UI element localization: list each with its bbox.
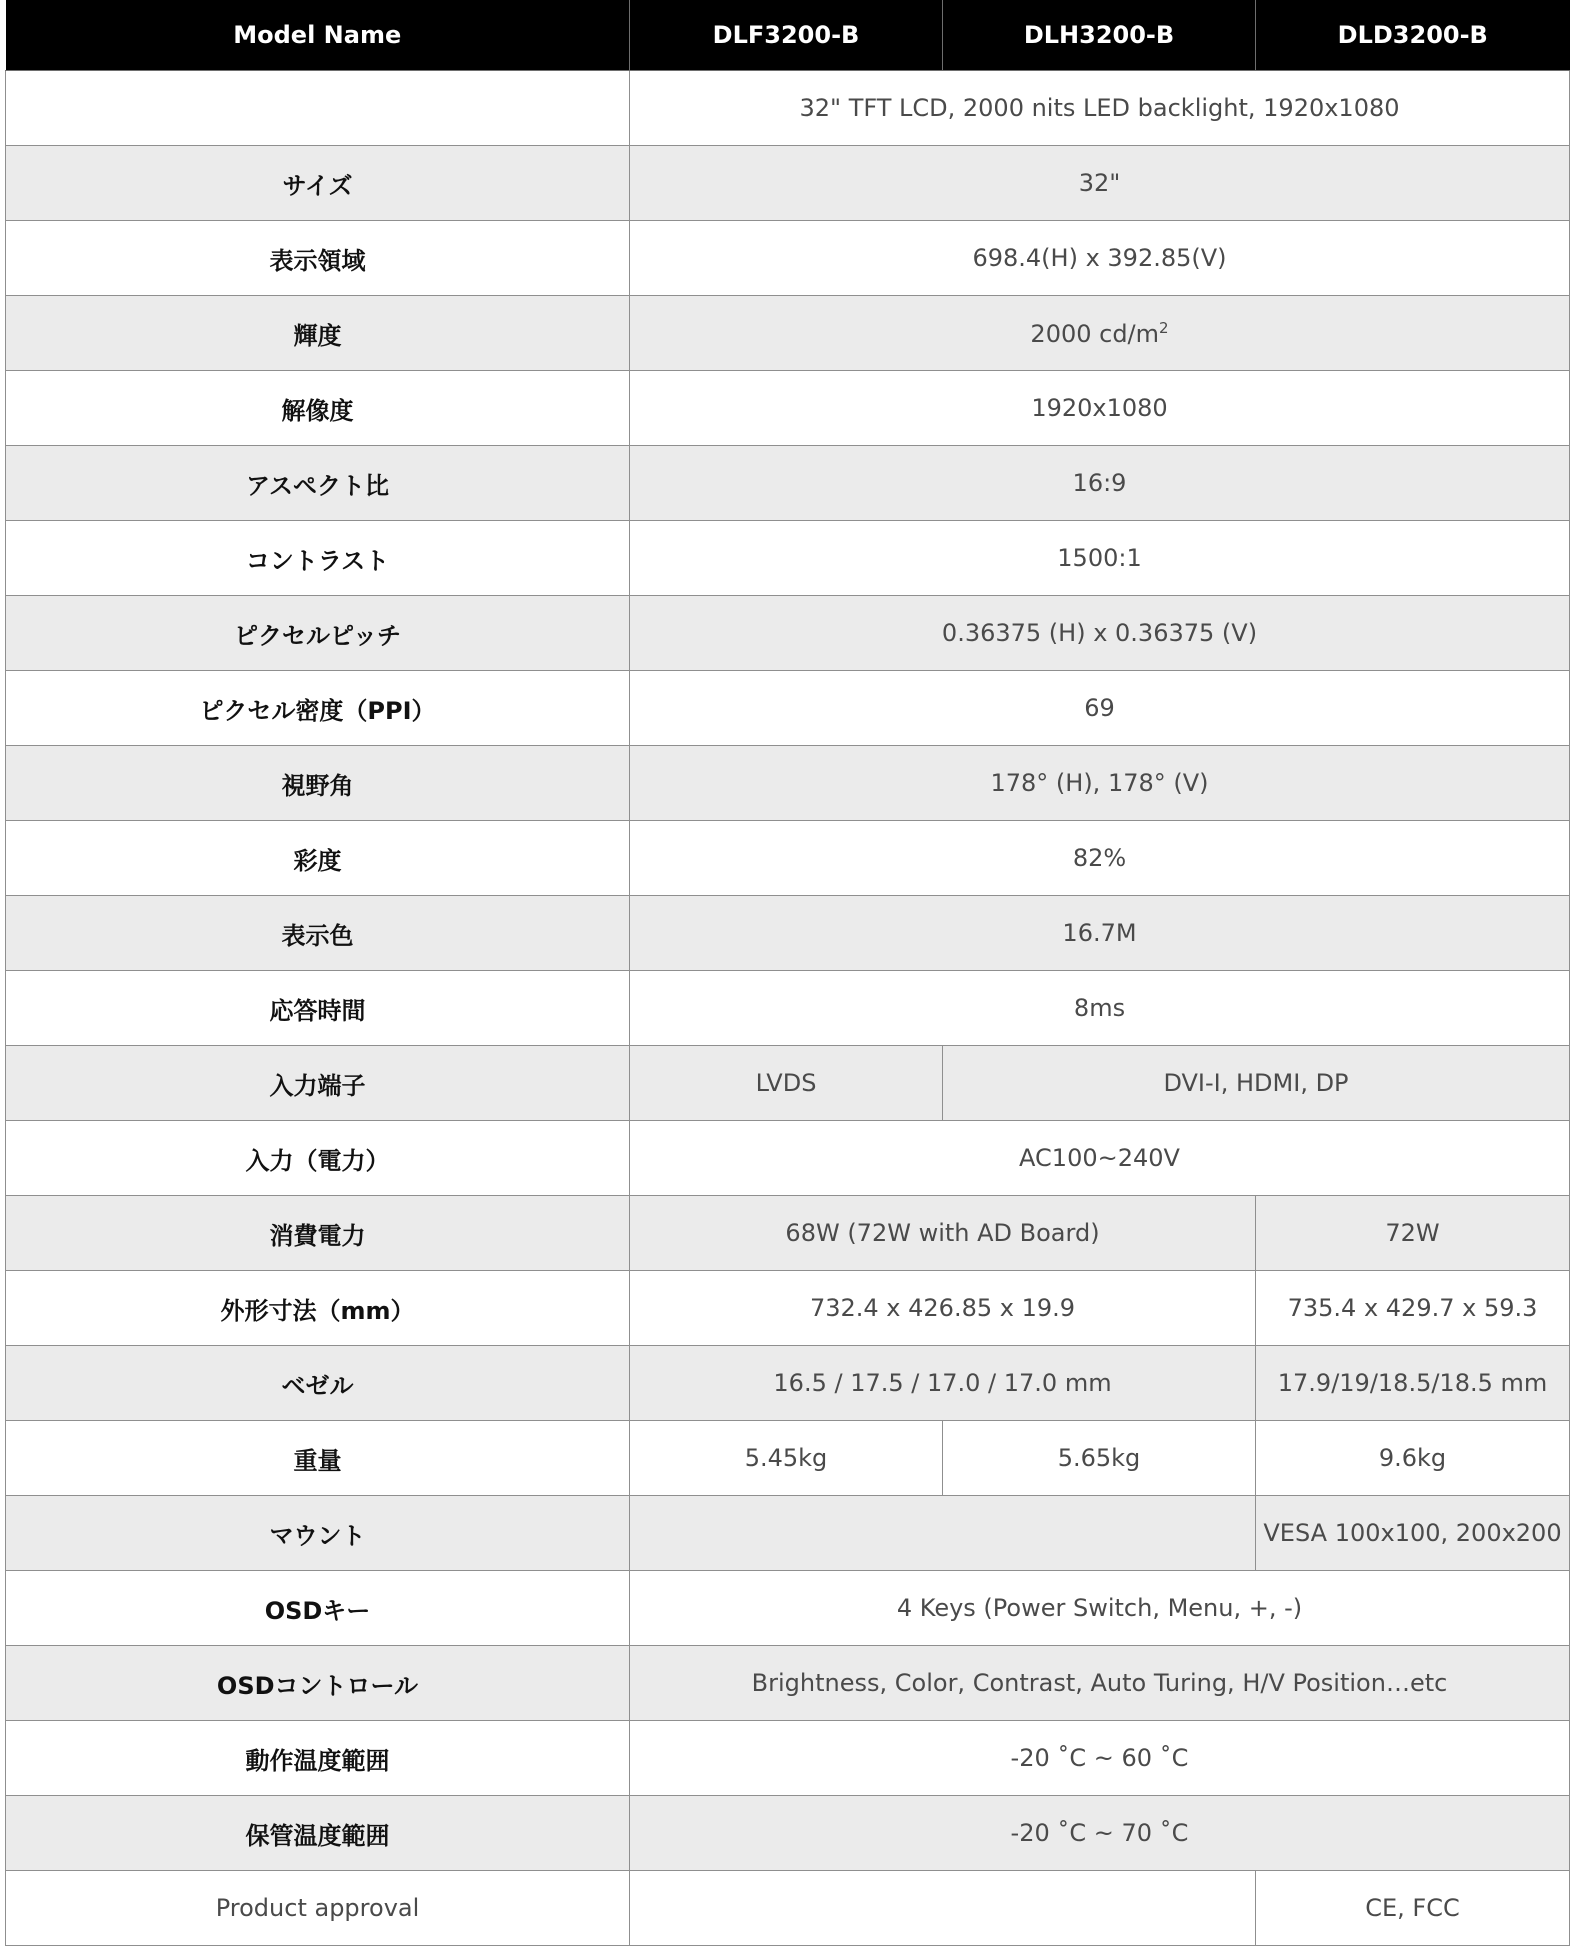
row-label: マウント: [6, 1496, 630, 1571]
row-value: -20 ˚C ~ 70 ˚C: [630, 1796, 1570, 1871]
table-row-storage-temp: [6, 1796, 1570, 1871]
row-value: 1500:1: [630, 521, 1570, 596]
table-row-power-consumption: [6, 1196, 1570, 1271]
row-value-dld: CE, FCC: [1256, 1871, 1570, 1946]
table-row-input-terminal: [6, 1046, 1570, 1121]
table-row-resolution: [6, 371, 1570, 446]
brightness-value: 2000 cd/m: [1030, 319, 1160, 348]
row-label: アスペクト比: [6, 446, 630, 521]
header-model-dlh3200b: DLH3200-B: [943, 0, 1256, 71]
row-value-dlf: LVDS: [630, 1046, 943, 1121]
row-value-dlf-dlh: 16.5 / 17.5 / 17.0 / 17.0 mm: [630, 1346, 1256, 1421]
row-label: 保管温度範囲: [6, 1796, 630, 1871]
table-row-pixel-pitch: [6, 596, 1570, 671]
table-row-display-area: [6, 221, 1570, 296]
row-value: 69: [630, 671, 1570, 746]
row-value-dlh: 5.65kg: [943, 1421, 1256, 1496]
row-value: [630, 296, 1570, 371]
row-label: ピクセル密度（PPI）: [6, 671, 630, 746]
table-row-display-colors: [6, 896, 1570, 971]
row-label: 彩度: [6, 821, 630, 896]
row-label: 解像度: [6, 371, 630, 446]
row-label-empty: [6, 71, 630, 146]
row-label: コントラスト: [6, 521, 630, 596]
table-row-mount: [6, 1496, 1570, 1571]
row-label: OSDキー: [6, 1571, 630, 1646]
row-label: 視野角: [6, 746, 630, 821]
row-value: 82%: [630, 821, 1570, 896]
row-label: 表示色: [6, 896, 630, 971]
row-label: OSDコントロール: [6, 1646, 630, 1721]
row-value: -20 ˚C ~ 60 ˚C: [630, 1721, 1570, 1796]
row-label: 動作温度範囲: [6, 1721, 630, 1796]
table-row-aspect-ratio: [6, 446, 1570, 521]
row-value: 4 Keys (Power Switch, Menu, +, -): [630, 1571, 1570, 1646]
row-value-dlf-dlh: 732.4 x 426.85 x 19.9: [630, 1271, 1256, 1346]
row-label: 重量: [6, 1421, 630, 1496]
table-row-brightness: [6, 296, 1570, 371]
table-row-dimensions: [6, 1271, 1570, 1346]
table-header-row: [6, 0, 1570, 71]
brightness-unit-superscript: 2: [1159, 318, 1169, 337]
row-value-dlf: 5.45kg: [630, 1421, 943, 1496]
row-label: 応答時間: [6, 971, 630, 1046]
table-row-osd-keys: [6, 1571, 1570, 1646]
row-label: 輝度: [6, 296, 630, 371]
summary-value: 32" TFT LCD, 2000 nits LED backlight, 1920x1080: [630, 71, 1570, 146]
row-value-dlh-dld: DVI-I, HDMI, DP: [943, 1046, 1570, 1121]
table-row-osd-control: [6, 1646, 1570, 1721]
row-value: 698.4(H) x 392.85(V): [630, 221, 1570, 296]
row-value: 1920x1080: [630, 371, 1570, 446]
table-row-weight: [6, 1421, 1570, 1496]
row-value-dlf-dlh: [630, 1871, 1256, 1946]
row-label: 表示領域: [6, 221, 630, 296]
row-label: 入力端子: [6, 1046, 630, 1121]
row-label: ピクセルピッチ: [6, 596, 630, 671]
row-value-dld: 9.6kg: [1256, 1421, 1570, 1496]
row-value: 8ms: [630, 971, 1570, 1046]
row-value-dlf-dlh: 68W (72W with AD Board): [630, 1196, 1256, 1271]
row-label: 入力（電力）: [6, 1121, 630, 1196]
row-value-dld: 72W: [1256, 1196, 1570, 1271]
row-value-dld: 735.4 x 429.7 x 59.3: [1256, 1271, 1570, 1346]
table-row-viewing-angle: [6, 746, 1570, 821]
row-value-dld: VESA 100x100, 200x200: [1256, 1496, 1570, 1571]
table-row-contrast: [6, 521, 1570, 596]
spec-table: [5, 0, 1570, 1946]
row-value: 16:9: [630, 446, 1570, 521]
table-row-operating-temp: [6, 1721, 1570, 1796]
row-label: 外形寸法（mm）: [6, 1271, 630, 1346]
header-model-name: Model Name: [6, 0, 630, 71]
row-value-dlf-dlh: [630, 1496, 1256, 1571]
row-value: Brightness, Color, Contrast, Auto Turing, H/V Position…etc: [630, 1646, 1570, 1721]
header-model-dld3200b: DLD3200-B: [1256, 0, 1570, 71]
row-label: ベゼル: [6, 1346, 630, 1421]
row-label: 消費電力: [6, 1196, 630, 1271]
row-label: サイズ: [6, 146, 630, 221]
header-model-dlf3200b: DLF3200-B: [630, 0, 943, 71]
table-row-product-approval: [6, 1871, 1570, 1946]
table-row-response-time: [6, 971, 1570, 1046]
table-row-size: [6, 146, 1570, 221]
row-value: 0.36375 (H) x 0.36375 (V): [630, 596, 1570, 671]
row-value: AC100~240V: [630, 1121, 1570, 1196]
table-row-summary: [6, 71, 1570, 146]
spec-table-container: [5, 0, 1569, 1946]
table-row-input-power: [6, 1121, 1570, 1196]
table-row-bezel: [6, 1346, 1570, 1421]
row-value-dld: 17.9/19/18.5/18.5 mm: [1256, 1346, 1570, 1421]
row-value: 32": [630, 146, 1570, 221]
row-value: 16.7M: [630, 896, 1570, 971]
row-label: Product approval: [6, 1871, 630, 1946]
row-value: 178° (H), 178° (V): [630, 746, 1570, 821]
table-row-pixel-density: [6, 671, 1570, 746]
table-row-saturation: [6, 821, 1570, 896]
